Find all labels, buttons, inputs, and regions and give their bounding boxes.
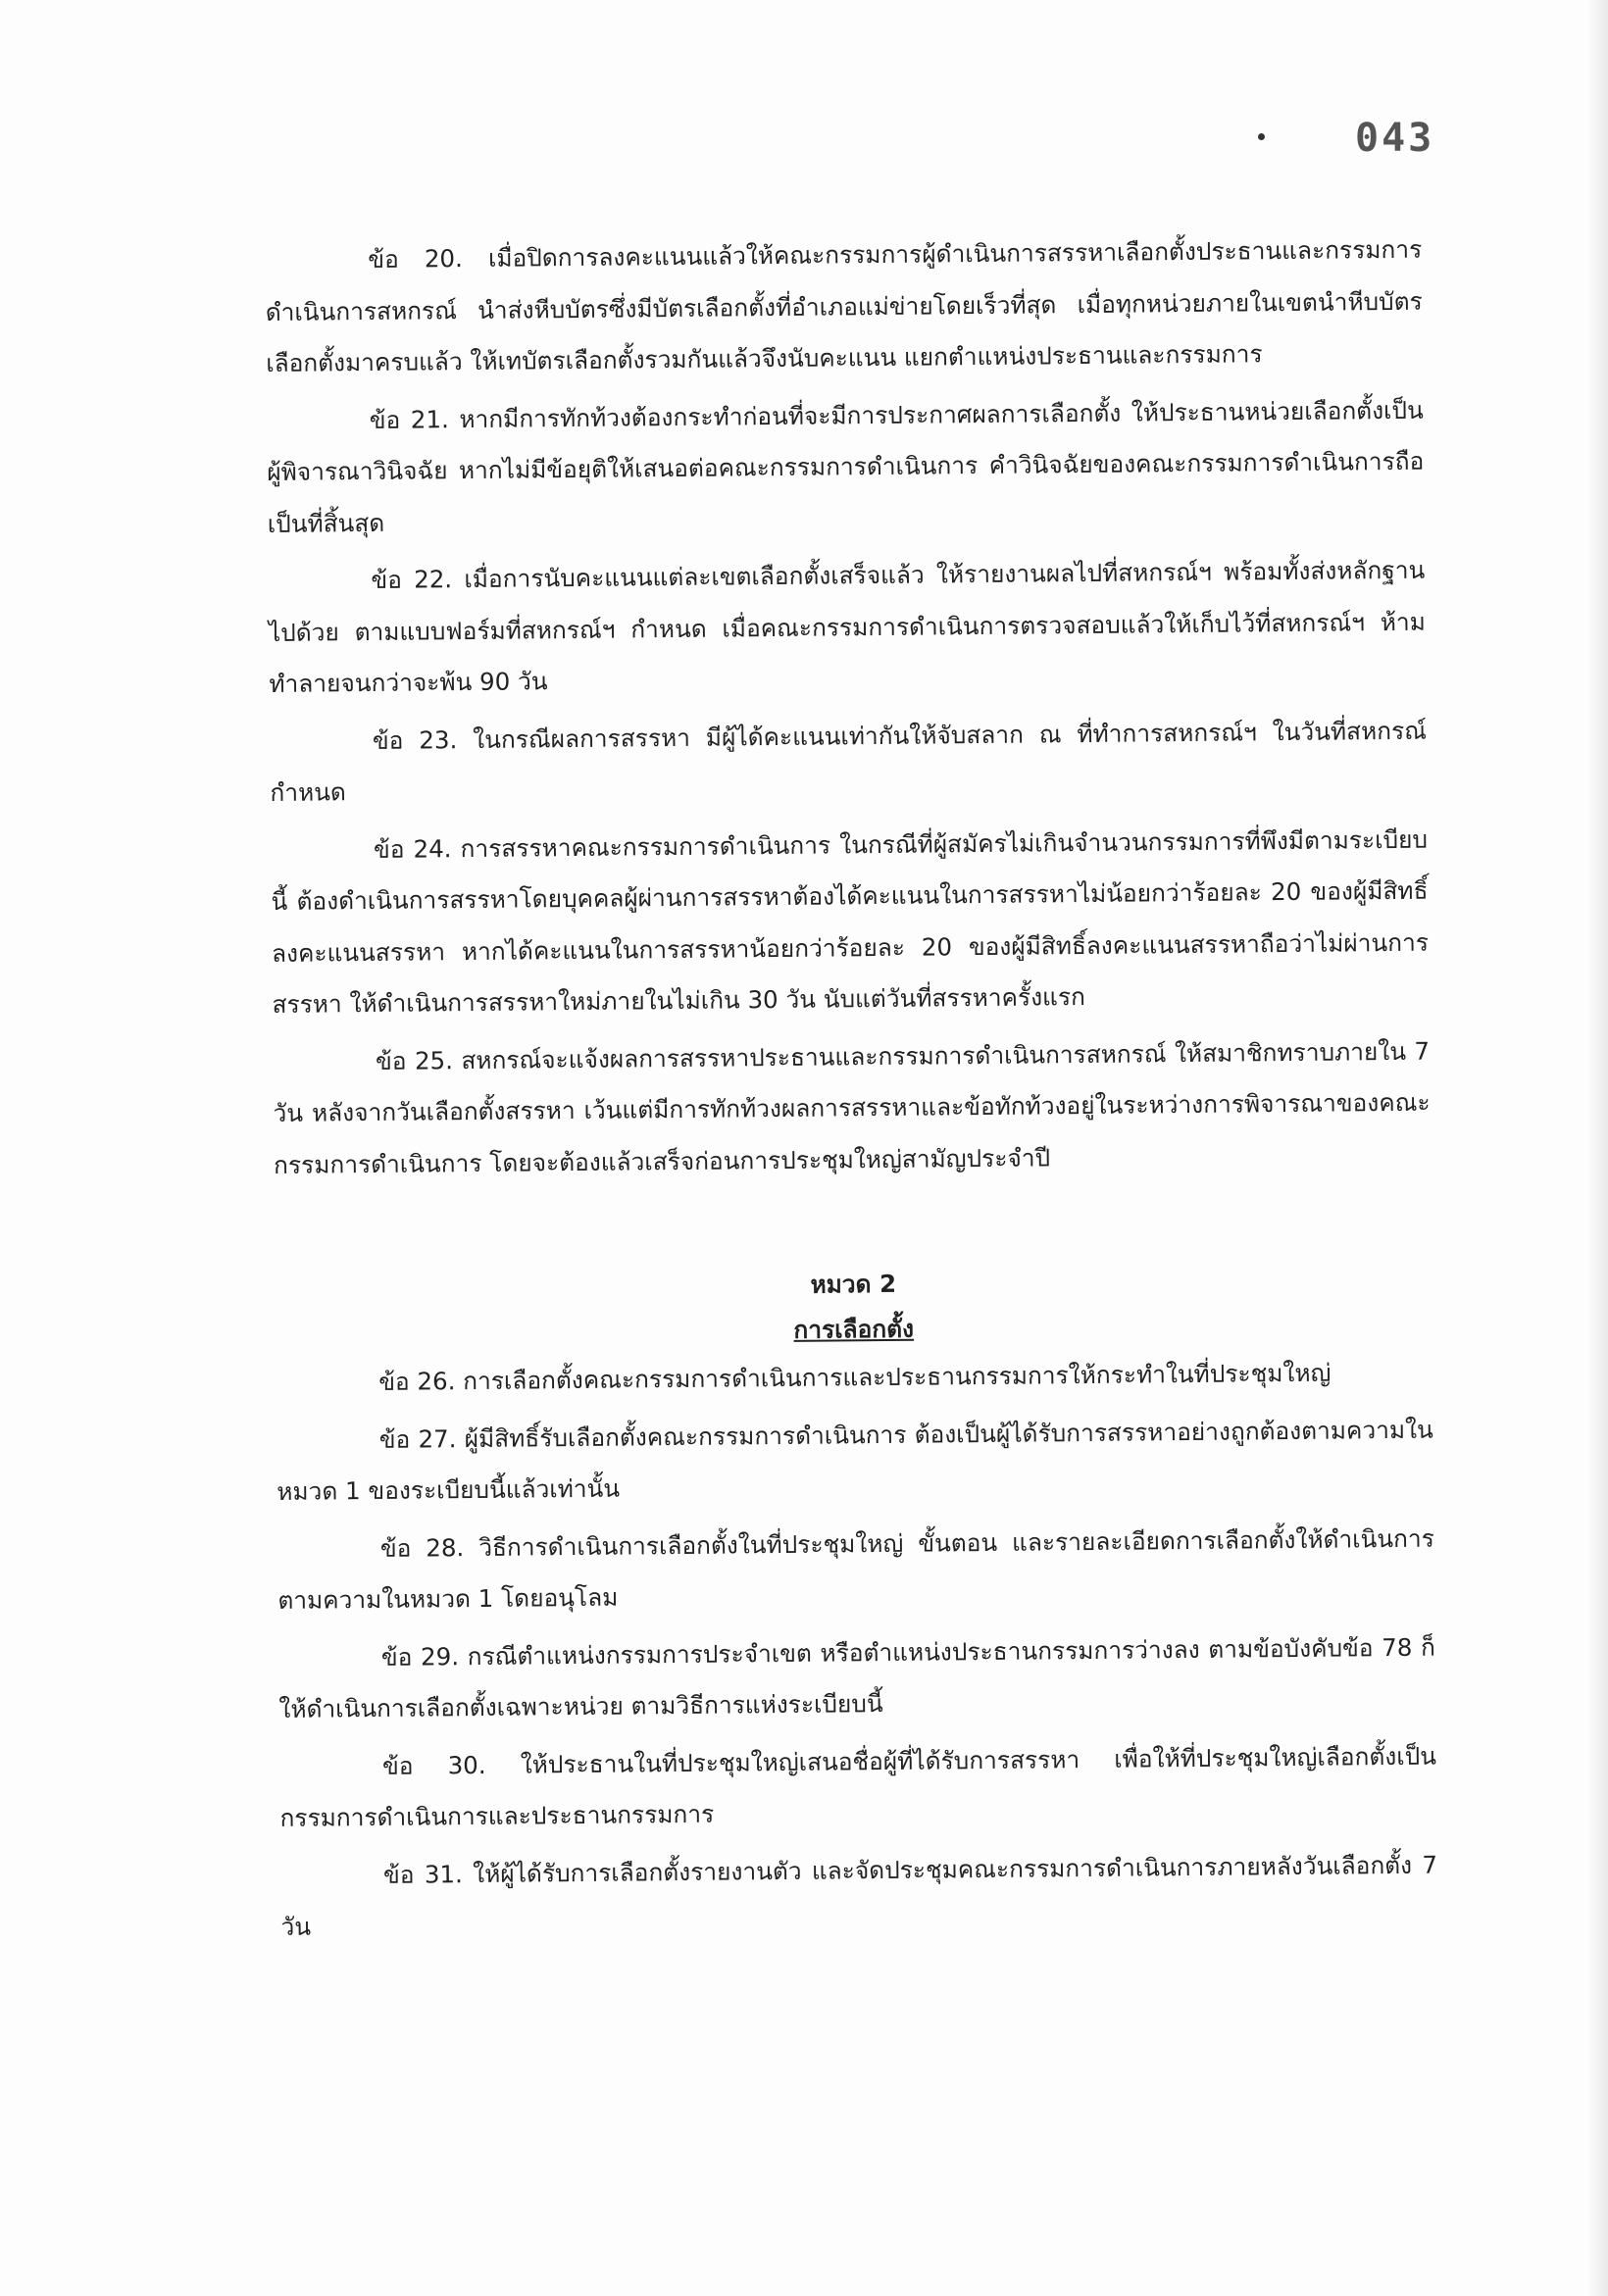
document-body xyxy=(265,225,1438,1954)
chapter-heading xyxy=(275,1257,1432,1358)
clause-26: ข้อ 26. การเลือกตั้งคณะกรรมการดำเนินการและประธานกรรมการให้กระทำในที่ประชุมใหญ่ xyxy=(378,1358,1332,1396)
scan-edge-shadow xyxy=(1586,0,1608,2296)
scan-mark-dot xyxy=(1258,133,1265,140)
clause-23: ข้อ 23. ในกรณีผลการสรรหา มีผู้ได้คะแนนเท่ากันให้จับสลาก ณ ที่ทำการสหกรณ์ฯ ในวันที่สหกรณ์กำหนด xyxy=(270,716,1428,807)
clause-22: ข้อ 22. เมื่อการนับคะแนนแต่ละเขตเลือกตั้งเสร็จแล้ว ให้รายงานผลไปที่สหกรณ์ฯ พร้อมทั้งส่งหลักฐานไปด้วย ตามแบบฟอร์มที่สหกรณ์ฯ กำหนด เมื่อคณะกรรมการดำเนินการตรวจสอบแล้วให้เก็บไว้ที่สหกรณ์ฯ ห้ามทำลายจนกว่าจะพ้น 90 วัน xyxy=(268,555,1426,698)
clause-24: ข้อ 24. การสรรหาคณะกรรมการดำเนินการ ในกรณีที่ผู้สมัครไม่เกินจำนวนกรรมการที่พึงมีตามระเบียบนี้ ต้องดำเนินการสรรหาโดยบุคคลผู้ผ่านการสรรหาต้องได้คะแนนในการสรรหาไม่น้อยกว่าร้อยละ 20 ของผู้มีสิทธิ์ลงคะแนนสรรหา หากได้คะแนนในการสรรหาน้อยกว่าร้อยละ 20 ของผู้มีสิทธิ์ลงคะแนนสรรหาถือว่าไม่ผ่านการสรรหา ให้ดำเนินการสรรหาใหม่ภายในไม่เกิน 30 วัน นับแต่วันที่สรรหาครั้งแรก xyxy=(271,824,1430,1019)
clause-20: ข้อ 20. เมื่อปิดการลงคะแนนแล้วให้คณะกรรมการผู้ดำเนินการสรรหาเลือกตั้งประธานและกรรมการดำเนินการสหกรณ์ นำส่งหีบบัตรซึ่งมีบัตรเลือกตั้งที่อำเภอแม่ข่ายโดยเร็วที่สุด เมื่อทุกหน่วยภายในเขตนำหีบบัตรเลือกตั้งมาครบแล้ว ให้เทบัตรเลือกตั้งรวมกันแล้วจึงนับคะแนน แยกตำแหน่งประธานและกรรมการ xyxy=(265,234,1423,377)
clause-28: ข้อ 28. วิธีการดำเนินการเลือกตั้งในที่ประชุมใหญ่ ขั้นตอน และรายละเอียดการเลือกตั้งให้ดำเนินการตามความในหมวด 1 โดยอนุโลม xyxy=(277,1523,1434,1615)
clause-21: ข้อ 21. หากมีการทักท้วงต้องกระทำก่อนที่จะมีการประกาศผลการเลือกตั้ง ให้ประธานหน่วยเลือกตั้งเป็นผู้พิจารณาวินิจฉัย หากไม่มีข้อยุติให้เสนอต่อคณะกรรมการดำเนินการ คำวินิจฉัยของคณะกรรมการดำเนินการถือเป็นที่สิ้นสุด xyxy=(267,395,1425,538)
clause-25: ข้อ 25. สหกรณ์จะแจ้งผลการสรรหาประธานและกรรมการดำเนินการสหกรณ์ ให้สมาชิกทราบภายใน 7 วัน หลังจากวันเลือกตั้งสรรหา เว้นแต่มีการทักท้วงผลการสรรหาและข้อทักท้วงอยู่ในระหว่างการพิจารณาของคณะกรรมการดำเนินการ โดยจะต้องแล้วเสร็จก่อนการประชุมใหญ่สามัญประจำปี xyxy=(273,1036,1431,1179)
clause-30: ข้อ 30. ให้ประธานในที่ประชุมใหญ่เสนอชื่อผู้ที่ได้รับการสรรหา เพื่อให้ที่ประชุมใหญ่เลือกตั้งเป็นกรรมการดำเนินการและประธานกรรมการ xyxy=(279,1741,1437,1832)
clause-27: ข้อ 27. ผู้มีสิทธิ์รับเลือกตั้งคณะกรรมการดำเนินการ ต้องเป็นผู้ได้รับการสรรหาอย่างถูกต้องตามความในหมวด 1 ของระเบียบนี้แล้วเท่านั้น xyxy=(276,1415,1433,1506)
chapter-title: การเลือกตั้ง xyxy=(793,1314,915,1344)
clause-31: ข้อ 31. ให้ผู้ได้รับการเลือกตั้งรายงานตัว และจัดประชุมคณะกรรมการดำเนินการภายหลังวันเลือกตั้ง 7 วัน xyxy=(280,1850,1438,1941)
page-number: 043 xyxy=(1355,116,1435,161)
chapter-number: หมวด 2 xyxy=(810,1269,897,1299)
clause-29: ข้อ 29. กรณีตำแหน่งกรรมการประจำเขต หรือตำแหน่งประธานกรรมการว่างลง ตามข้อบังคับข้อ 78 ก็ให้ดำเนินการเลือกตั้งเฉพาะหน่วย ตามวิธีการแห่งระเบียบนี้ xyxy=(278,1632,1436,1723)
